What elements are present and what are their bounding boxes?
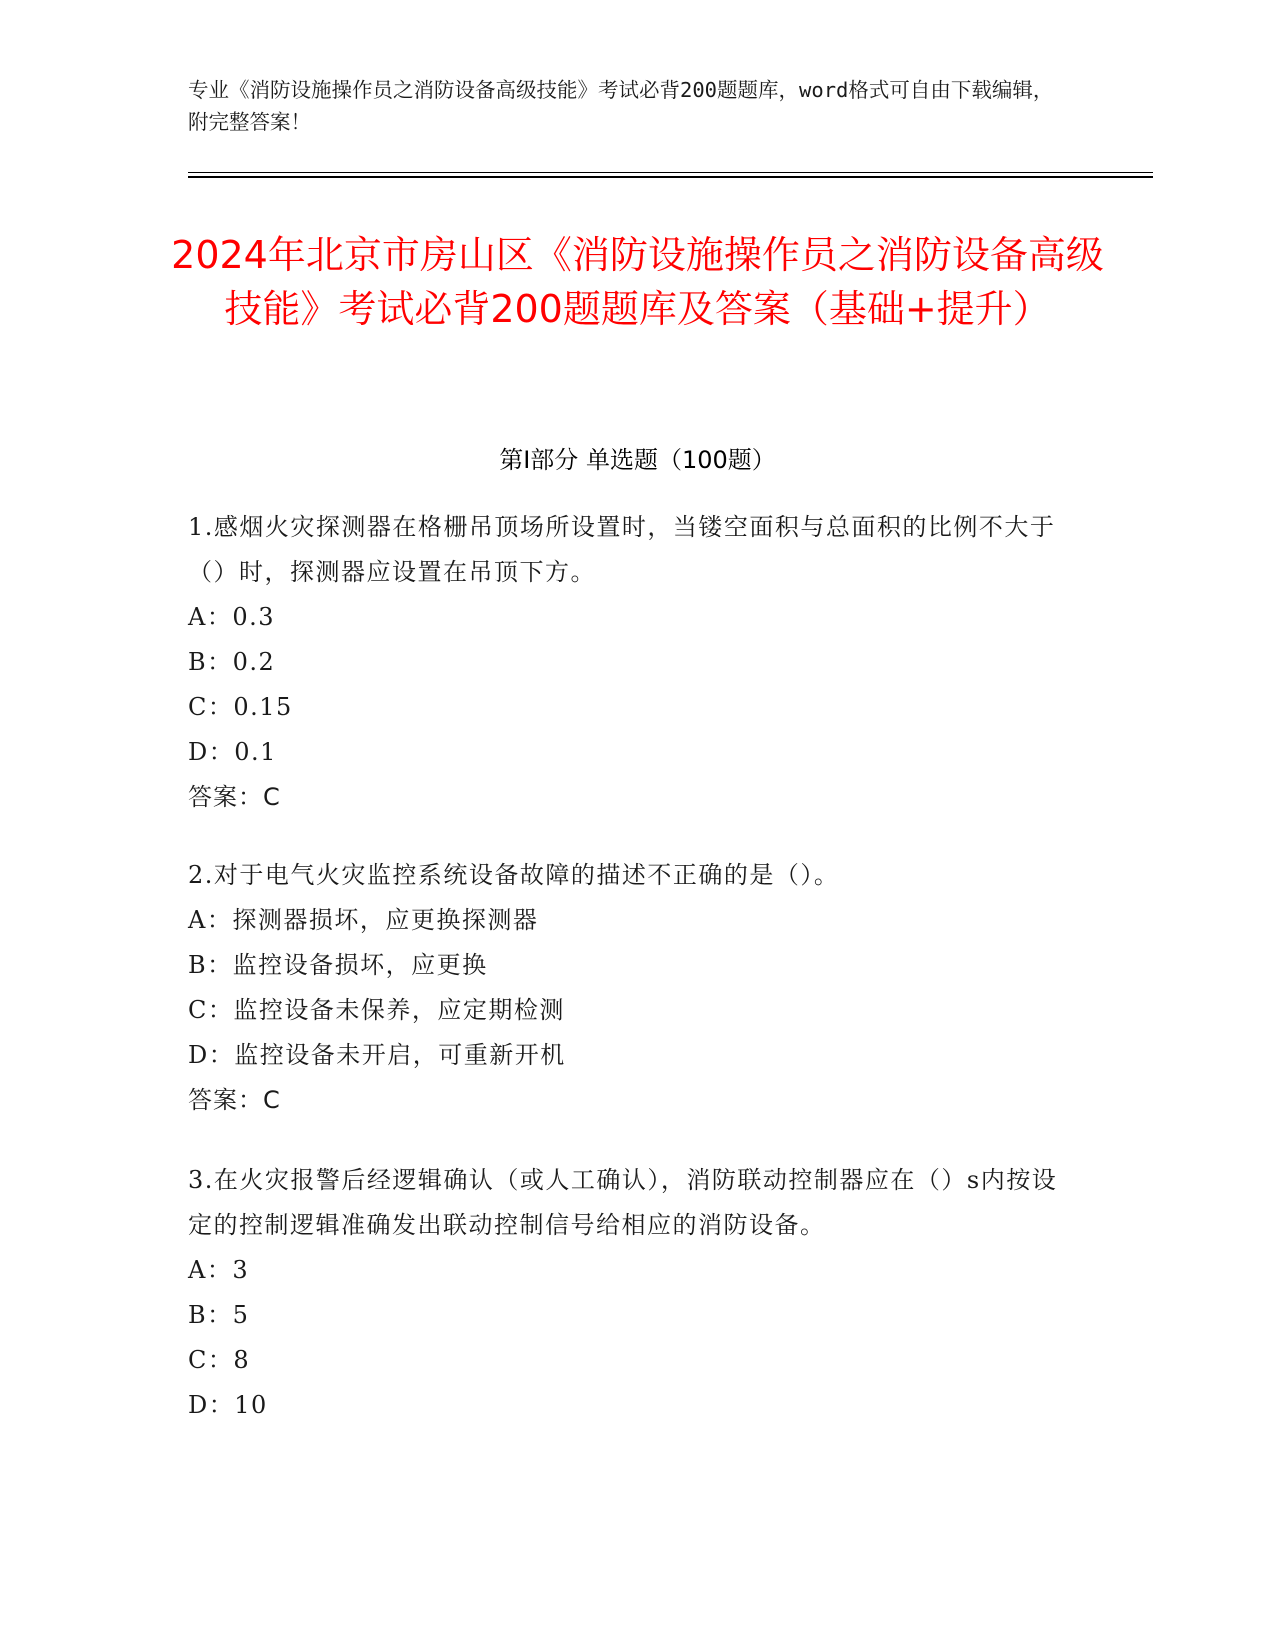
header-rule-thick [188,176,1153,178]
option-d: D：0.1 [188,738,277,766]
option-c: C：8 [188,1346,251,1374]
header-note: 专业《消防设施操作员之消防设备高级技能》考试必背200题题库，word格式可自由下载编辑，附完整答案！ [188,78,1054,134]
question-2 [188,853,1068,1123]
document-title: 2024年北京市房山区《消防设施操作员之消防设备高级技能》考试必背200题题库及答案（基础+提升） [171,233,1104,331]
answer: 答案：C [188,783,281,811]
option-b: B：监控设备损坏，应更换 [188,951,488,979]
option-d: D：监控设备未开启，可重新开机 [188,1041,566,1069]
option-a: A：3 [188,1256,250,1284]
question-stem: 3.在火灾报警后经逻辑确认（或人工确认），消防联动控制器应在（）s内按设定的控制逻辑准确发出联动控制信号给相应的消防设备。 [188,1166,1058,1239]
option-b: B：0.2 [188,648,276,676]
question-1 [188,505,1068,820]
question-3 [188,1158,1068,1428]
option-a: A：0.3 [188,603,275,631]
question-stem: 2.对于电气火灾监控系统设备故障的描述不正确的是（）。 [188,861,840,889]
option-c: C：0.15 [188,693,293,721]
option-a: A：探测器损坏，应更换探测器 [188,906,539,934]
option-d: D：10 [188,1391,268,1419]
header-rule-thin [188,172,1153,173]
option-b: B：5 [188,1301,250,1329]
question-stem: 1.感烟火灾探测器在格栅吊顶场所设置时，当镂空面积与总面积的比例不大于（）时，探测器应设置在吊顶下方。 [188,513,1056,586]
option-c: C：监控设备未保养，应定期检测 [188,996,565,1024]
answer: 答案：C [188,1086,281,1114]
section-heading: 第I部分 单选题（100题） [499,446,776,474]
